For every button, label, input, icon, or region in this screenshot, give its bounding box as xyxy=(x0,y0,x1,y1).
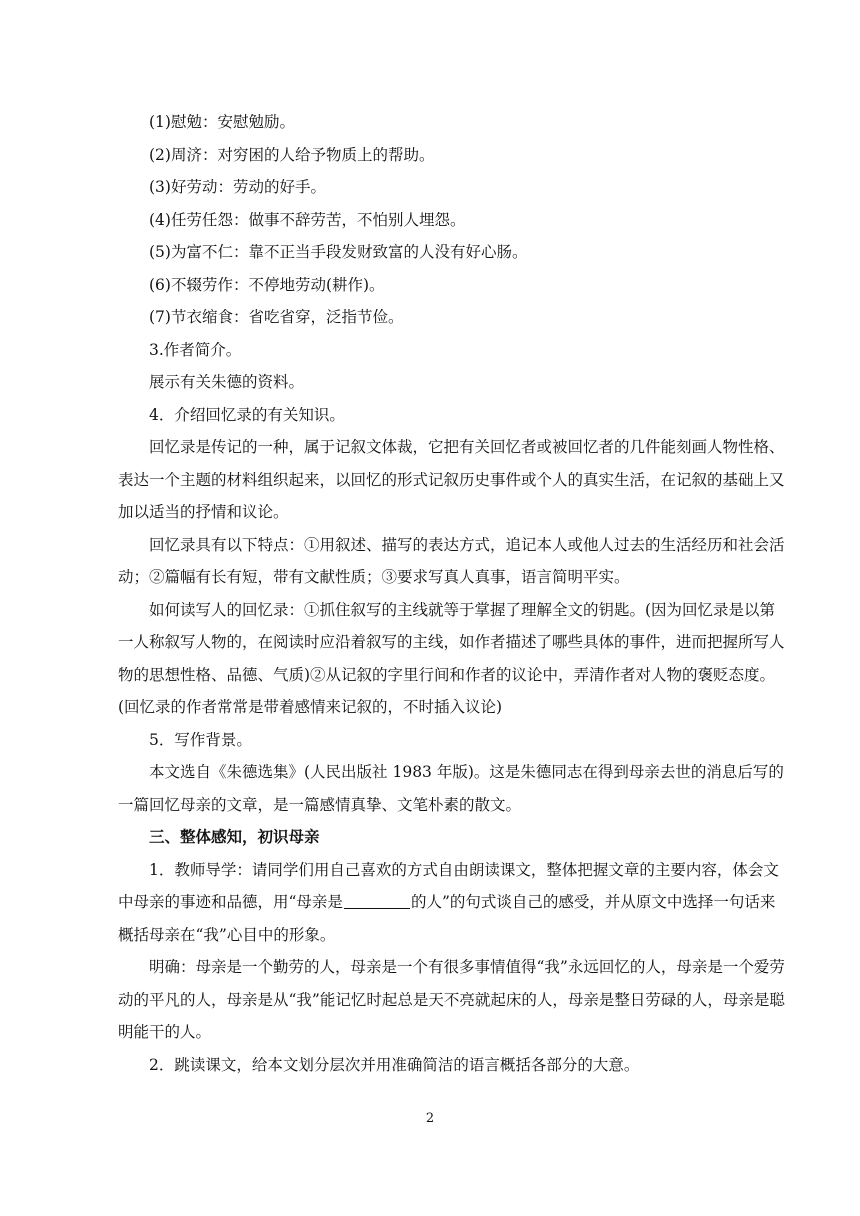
definition-3: (3)好劳动：劳动的好手。 xyxy=(149,178,326,196)
heading-author-intro: 3.作者简介。 xyxy=(149,340,242,359)
memoir-paragraph-1: 回忆录是传记的一种，属于记叙文体裁，它把有关回忆者或被回忆者的几件能刻画人物性格、表达一个主题的材料组织起来，以回忆的形式记叙历史事件或个人的真实生活，在记叙的基础上又加以适当的抒情和议论。 xyxy=(118,438,785,521)
task-1 xyxy=(118,854,788,952)
task-1-part-b: 的人”的句式谈自己的感受，并从原文中选择一句话来概括母亲在“我”心目中的形象。 xyxy=(118,893,776,944)
page-content xyxy=(118,106,788,1081)
definition-6: (6)不辍劳作：不停地劳动(耕作)。 xyxy=(149,275,385,294)
background-text: 本文选自《朱德选集》(人民出版社 1983 年版)。这是朱德同志在得到母亲去世的消息后写的一篇回忆母亲的文章，是一篇感情真挚、文笔朴素的散文。 xyxy=(118,763,784,814)
definition-7: (7)节衣缩食：省吃省穿，泛指节俭。 xyxy=(149,308,404,326)
definition-5: (5)为富不仁：靠不正当手段发财致富的人没有好心肠。 xyxy=(149,243,528,261)
memoir-paragraph-3: 如何读写人的回忆录：①抓住叙写的主线就等于掌握了理解全文的钥匙。(因为回忆录是以第一人称叙写人物的，在阅读时应沿着叙写的主线，如作者描述了哪些具体的事件，进而把握所写人物的思想性格、品德、气质)②从记叙的字里行间和作者的议论中，弄清作者对人物的褒贬态度。(回忆录的作者常常是带着感情来记叙的，不时插入议论) xyxy=(118,600,785,716)
task-2: 2．跳读课文，给本文划分层次并用准确简洁的语言概括各部分的大意。 xyxy=(149,1055,640,1074)
definition-1: (1)慰勉：安慰勉励。 xyxy=(149,113,295,131)
task-1-part-a: 1．教师导学：请同学们用自己喜欢的方式自由朗读课文，整体把握文章的主要内容，体会文中母亲的事迹和品德，用“母亲是 xyxy=(118,860,779,911)
answer-1: 明确：母亲是一个勤劳的人，母亲是一个有很多事情值得“我”永远回忆的人，母亲是一个爱劳动的平凡的人，母亲是从“我”能记忆时起总是天不亮就起床的人，母亲是整日劳碌的人，母亲是聪明能干的人。 xyxy=(118,958,785,1041)
definition-2: (2)周济：对穷困的人给予物质上的帮助。 xyxy=(149,145,435,164)
heading-background: 5．写作背景。 xyxy=(149,730,252,749)
page-number: 2 xyxy=(425,1111,435,1126)
section-heading-3: 三、整体感知，初识母亲 xyxy=(149,827,320,846)
author-intro-text: 展示有关朱德的资料。 xyxy=(149,373,305,391)
fill-in-blank xyxy=(344,894,410,909)
definition-4: (4)任劳任怨：做事不辞劳苦，不怕别人埋怨。 xyxy=(149,210,466,229)
heading-memoir-knowledge: 4．介绍回忆录的有关知识。 xyxy=(149,405,345,424)
memoir-paragraph-2: 回忆录具有以下特点：①用叙述、描写的表达方式，追记本人或他人过去的生活经历和社会活动；②篇幅有长有短，带有文献性质；③要求写真人真事，语言简明平实。 xyxy=(118,535,785,586)
